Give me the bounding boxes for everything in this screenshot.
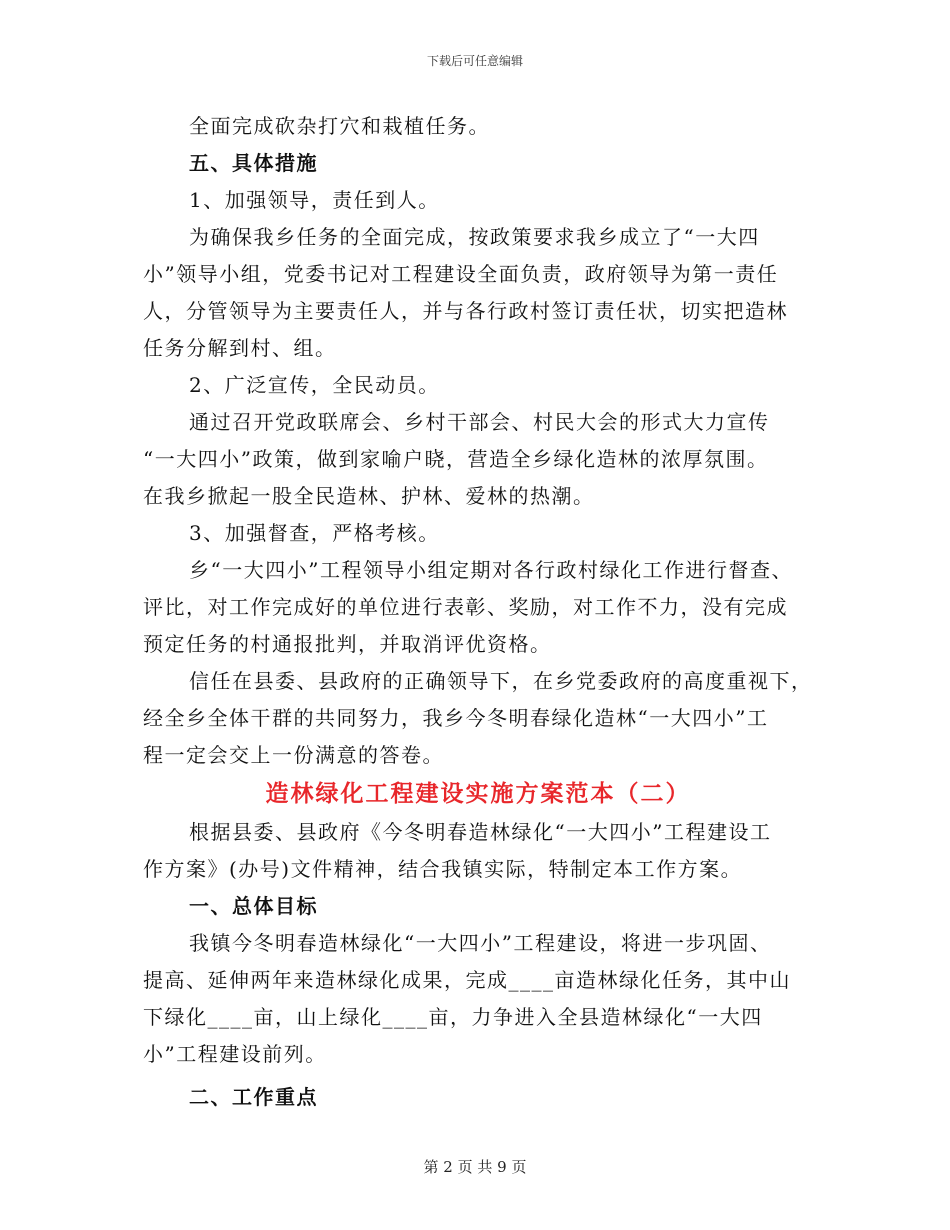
paragraph-line: 小”工程建设前列。 — [143, 1042, 327, 1066]
page-header-note: 下载后可任意编辑 — [426, 54, 523, 68]
subheading-leadership: 1、加强领导，责任到人。 — [189, 188, 440, 212]
paragraph-line: 乡“一大四小”工程领导小组定期对各行政村绿化工作进行督查、 — [189, 558, 793, 582]
paragraph-line: 小”领导小组，党委书记对工程建设全面负责，政府领导为第一责任 — [143, 262, 779, 286]
paragraph-line: 根据县委、县政府《今冬明春造林绿化“一大四小”工程建设工 — [189, 820, 772, 844]
subheading-supervision: 3、加强督查，严格考核。 — [189, 521, 440, 545]
paragraph-line: 提高、延伸两年来造林绿化成果，完成____亩造林绿化任务，其中山 — [143, 968, 791, 992]
paragraph-line: 预定任务的村通报批判，并取消评优资格。 — [143, 632, 552, 656]
paragraph-line: 为确保我乡任务的全面完成，按政策要求我乡成立了“一大四 — [189, 225, 760, 249]
paragraph-line: 程一定会交上一份满意的答卷。 — [143, 743, 444, 767]
section-heading-measures: 五、具体措施 — [189, 151, 318, 175]
paragraph-line: 任务分解到村、组。 — [143, 336, 337, 360]
subheading-publicity: 2、广泛宣传，全民动员。 — [189, 373, 440, 397]
document-title: 造林绿化工程建设实施方案范本（二） — [265, 780, 691, 807]
paragraph-line: 我镇今冬明春造林绿化“一大四小”工程建设，将进一步巩固、 — [189, 931, 772, 955]
paragraph-line: “一大四小”政策，做到家喻户晓，营造全乡绿化造林的浓厚氛围。 — [143, 447, 769, 471]
paragraph-line: 经全乡全体干群的共同努力，我乡今冬明春绿化造林“一大四小”工 — [143, 706, 769, 730]
paragraph-line: 全面完成砍杂打穴和栽植任务。 — [189, 114, 490, 138]
paragraph-line: 在我乡掀起一股全民造林、护林、爱林的热潮。 — [143, 484, 595, 508]
page-footer-page-info: 第 2 页 共 9 页 — [423, 1158, 527, 1176]
paragraph-line: 评比，对工作完成好的单位进行表彰、奖励，对工作不力，没有完成 — [143, 595, 788, 619]
document-body — [143, 108, 813, 1116]
paragraph-line: 人，分管领导为主要责任人，并与各行政村签订责任状，切实把造林 — [143, 299, 788, 323]
paragraph-line: 通过召开党政联席会、乡村干部会、村民大会的形式大力宣传 — [189, 410, 770, 434]
paragraph-line: 信任在县委、县政府的正确领导下，在乡党委政府的高度重视下， — [189, 669, 813, 693]
paragraph-line: 作方案》(办号)文件精神，结合我镇实际，特制定本工作方案。 — [143, 857, 743, 881]
paragraph-line: 下绿化____亩，山上绿化____亩，力争进入全县造林绿化“一大四 — [143, 1005, 763, 1029]
section-heading-goals: 一、总体目标 — [189, 894, 318, 918]
section-heading-key-work: 二、工作重点 — [189, 1085, 318, 1109]
